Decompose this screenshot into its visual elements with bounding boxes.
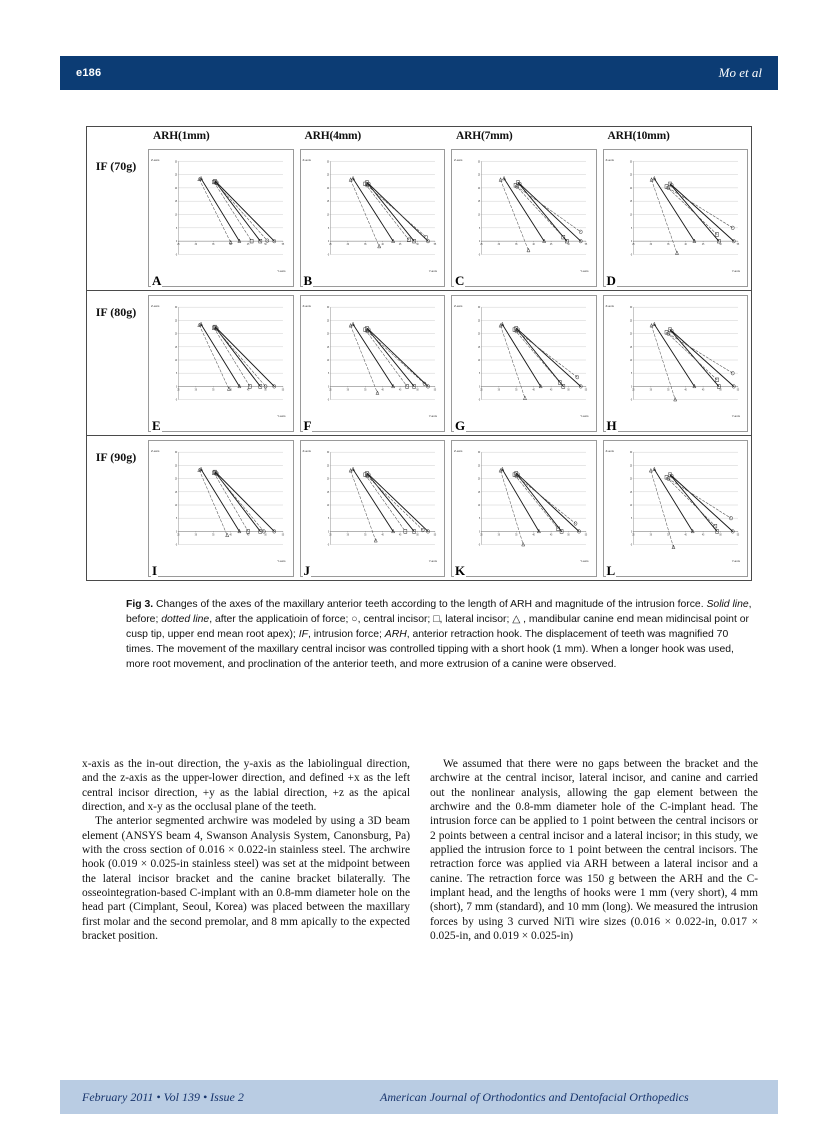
panel-letter-l: L [606,563,616,578]
page-footer-band [60,1080,778,1114]
svg-text:45: 45 [549,389,553,392]
svg-text:30: 30 [497,389,501,392]
svg-text:-5: -5 [629,399,632,402]
svg-text:10: 10 [629,504,632,508]
svg-text:30: 30 [174,452,178,455]
svg-text:25: 25 [174,320,178,323]
svg-text:40: 40 [381,244,384,247]
figure-caption [126,597,754,672]
plot-area-d [624,157,742,270]
body-column-left [82,757,410,943]
z-axis-label-j: Z-axis [302,449,311,453]
svg-text:20: 20 [477,478,481,481]
svg-text:-5: -5 [326,254,329,257]
svg-text:55: 55 [584,244,588,247]
svg-text:50: 50 [567,389,570,392]
plot-area-g [472,303,590,415]
svg-text:30: 30 [629,161,632,164]
plot-area-j [321,448,439,560]
svg-text:55: 55 [281,244,285,247]
svg-text:30: 30 [477,452,481,455]
plot-area-k [472,448,590,560]
figure-cell-d [600,145,752,290]
svg-text:45: 45 [549,244,553,247]
svg-text:30: 30 [629,307,632,310]
svg-text:45: 45 [246,534,250,537]
caption-em-if: IF [298,629,308,641]
svg-text:10: 10 [174,214,178,217]
page-header-band [60,56,778,90]
row-header-if-70g: IF (70g) [95,159,137,173]
svg-text:50: 50 [264,389,267,392]
svg-text:10: 10 [477,214,481,217]
svg-text:25: 25 [631,534,635,537]
svg-text:0: 0 [176,531,178,534]
figure-cell-k [448,435,600,580]
svg-text:45: 45 [398,389,401,392]
panel-letter-g: G [455,418,466,433]
svg-text:45: 45 [549,534,553,537]
svg-text:20: 20 [174,187,178,191]
svg-text:30: 30 [194,389,198,392]
svg-text:30: 30 [497,534,501,537]
svg-text:25: 25 [631,389,635,392]
caption-text-3: , after the applicatioin of force; ○, central incisor; □, lateral incisor; △ , mandibular canine end mean midincisal point or cusp tip, upper end mean root apex); [126,614,749,641]
svg-text:55: 55 [736,534,739,537]
svg-text:25: 25 [477,465,481,468]
y-axis-label-b: Y-axis [428,268,437,273]
svg-text:-5: -5 [175,544,178,547]
panel-letter-e: E [152,418,161,433]
svg-text:40: 40 [532,389,535,392]
svg-text:35: 35 [666,389,669,392]
svg-text:15: 15 [174,491,178,494]
svg-text:25: 25 [177,534,180,537]
svg-text:5: 5 [176,373,178,376]
svg-text:15: 15 [174,201,178,204]
svg-text:30: 30 [174,307,178,310]
svg-text:25: 25 [328,389,332,392]
panel-letter-c: C [455,273,465,288]
svg-text:25: 25 [629,465,632,468]
svg-text:30: 30 [346,244,349,247]
svg-text:-5: -5 [478,399,481,402]
plot-area-a [169,157,287,270]
y-axis-label-a: Y-axis [277,268,286,273]
z-axis-label-i: Z-axis [151,449,160,453]
svg-text:20: 20 [477,187,481,191]
svg-text:45: 45 [701,534,704,537]
chart-panel-d [603,149,749,287]
svg-text:40: 40 [229,244,232,247]
svg-text:40: 40 [532,534,535,537]
z-axis-label-b: Z-axis [302,158,311,162]
panel-letter-k: K [455,563,466,578]
caption-text-5: , anterior retraction hook. The displacement of teeth was magnified 70 times. The movement of the maxillary central incisor was controlled tipping with a short hook (1 mm). When a longer hook was used, more root movement, and proclination of the anterior teeth, and more extrusion of a canine were observed. [126,629,734,671]
svg-text:35: 35 [212,389,215,392]
svg-text:10: 10 [174,359,178,363]
left-paragraph-2: The anterior segmented archwire was modeled by using a 3D beam element (ANSYS beam 4, Swanson Analysis System, Canonsburg, Pa) with the cross section of 0.016 × 0.022-in stainless steel. The archwire hook (0.019 × 0.025-in stainless steel) was set at the midpoint between the lateral incisor bracket and the canine bracket bilaterally. The osseointegration-based C-implant with an 0.8-mm diameter hole on the head part (Cimplant, Seoul, Korea) was placed between the maxillary first molar and the second premolar, and 8 mm apically to the expected bracket position. [82,815,410,943]
chart-panel-h [603,295,749,432]
svg-text:5: 5 [630,227,632,230]
svg-text:35: 35 [363,244,366,247]
figure-cell-f [297,290,449,435]
svg-text:40: 40 [684,389,687,392]
svg-text:15: 15 [326,491,329,494]
grid-corner-spacer [87,127,145,145]
svg-text:20: 20 [629,187,632,191]
row-header-if-80g: IF (80g) [87,290,145,435]
svg-text:30: 30 [326,307,329,310]
svg-text:25: 25 [177,244,180,247]
svg-text:55: 55 [281,389,285,392]
svg-text:5: 5 [327,227,329,230]
y-axis-label-d: Y-axis [731,268,740,273]
plot-area-e [169,303,287,415]
svg-text:30: 30 [326,452,329,455]
svg-text:45: 45 [246,244,250,247]
svg-text:30: 30 [346,389,349,392]
svg-text:45: 45 [701,389,704,392]
svg-text:10: 10 [629,214,632,217]
panel-letter-f: F [303,418,312,433]
chart-panel-c [451,149,597,287]
panel-letter-d: D [606,273,616,288]
svg-text:0: 0 [630,531,632,534]
svg-text:25: 25 [631,244,635,247]
svg-text:20: 20 [326,187,329,191]
y-axis-label-c: Y-axis [580,268,589,273]
svg-text:30: 30 [649,244,652,247]
svg-text:30: 30 [477,161,481,164]
panel-letter-i: I [152,563,158,578]
svg-text:10: 10 [326,359,329,363]
svg-text:25: 25 [328,534,332,537]
svg-text:20: 20 [477,333,481,336]
y-axis-label-f: Y-axis [428,413,437,418]
svg-text:50: 50 [718,244,722,247]
svg-text:20: 20 [629,478,632,481]
svg-text:-5: -5 [175,254,178,257]
svg-text:-5: -5 [629,544,632,547]
svg-text:40: 40 [229,389,232,392]
caption-em-dotted-line: dotted line [161,614,210,626]
svg-text:25: 25 [477,174,481,177]
svg-text:25: 25 [480,244,483,247]
plot-area-h [624,303,742,415]
svg-text:15: 15 [629,346,632,349]
chart-panel-f [300,295,446,432]
svg-text:0: 0 [176,386,178,389]
svg-text:30: 30 [649,534,652,537]
chart-panel-l [603,440,749,577]
z-axis-label-e: Z-axis [151,304,160,308]
page-number: e186 [76,67,102,79]
figure-cell-g [448,290,600,435]
panel-letter-h: H [606,418,617,433]
svg-text:5: 5 [479,518,481,521]
chart-panel-g [451,295,597,432]
svg-text:40: 40 [684,244,687,247]
caption-em-arh: ARH [384,629,407,641]
svg-text:50: 50 [415,534,419,537]
svg-text:15: 15 [326,346,329,349]
svg-text:35: 35 [363,389,366,392]
svg-text:-5: -5 [629,254,632,257]
figure-cell-e [145,290,297,435]
svg-text:15: 15 [174,346,178,349]
svg-text:50: 50 [567,534,570,537]
svg-text:50: 50 [415,244,419,247]
column-header-arh-7mm: ARH(7mm) [456,130,513,142]
svg-text:40: 40 [532,244,535,247]
svg-text:35: 35 [515,534,518,537]
svg-text:35: 35 [666,534,669,537]
svg-text:5: 5 [327,518,329,521]
svg-text:25: 25 [174,465,178,468]
svg-text:10: 10 [326,504,329,508]
svg-text:10: 10 [477,504,481,508]
svg-text:0: 0 [176,241,178,244]
svg-text:15: 15 [629,201,632,204]
svg-text:40: 40 [381,534,384,537]
svg-text:35: 35 [515,389,518,392]
z-axis-label-h: Z-axis [605,304,614,308]
y-axis-label-e: Y-axis [277,413,286,418]
svg-text:0: 0 [479,241,481,244]
column-header-arh-4mm: ARH(4mm) [304,130,362,142]
svg-text:45: 45 [398,534,401,537]
svg-text:55: 55 [584,534,588,537]
svg-text:25: 25 [629,174,632,177]
plot-area-f [321,303,439,415]
svg-text:55: 55 [736,389,739,392]
body-column-right [430,757,758,943]
y-axis-label-g: Y-axis [580,413,589,418]
svg-text:40: 40 [229,534,232,537]
running-head-authors: Mo et al [718,65,762,80]
figure-cell-a [145,145,297,290]
svg-text:10: 10 [174,504,178,508]
body-text-columns [82,757,758,1037]
svg-text:25: 25 [326,174,329,177]
svg-text:50: 50 [567,244,570,247]
svg-text:30: 30 [194,244,198,247]
svg-text:5: 5 [327,373,329,376]
z-axis-label-l: Z-axis [605,449,614,453]
svg-text:30: 30 [326,161,329,164]
svg-text:-5: -5 [326,544,329,547]
row-header-if-90g: IF (90g) [87,435,145,580]
z-axis-label-c: Z-axis [454,158,463,162]
svg-text:-5: -5 [326,399,329,402]
figure-cell-j [297,435,449,580]
y-axis-label-l: Y-axis [731,558,740,563]
svg-text:20: 20 [629,333,632,336]
caption-text-2: , before; [126,599,752,626]
y-axis-label-j: Y-axis [428,558,437,563]
svg-text:-5: -5 [175,399,178,402]
figure-cell-h [600,290,752,435]
svg-text:55: 55 [433,244,436,247]
svg-text:0: 0 [630,386,632,389]
svg-text:0: 0 [327,386,329,389]
z-axis-label-d: Z-axis [605,158,614,162]
plot-area-i [169,448,287,560]
plot-area-l [624,448,742,560]
svg-text:30: 30 [629,452,632,455]
svg-text:35: 35 [212,534,215,537]
svg-text:-5: -5 [478,254,481,257]
caption-em-solid-line: Solid line [706,599,749,610]
svg-text:35: 35 [212,244,215,247]
svg-text:5: 5 [176,227,178,230]
svg-text:5: 5 [630,518,632,521]
svg-text:25: 25 [629,320,632,323]
svg-text:10: 10 [477,359,481,363]
svg-text:15: 15 [477,201,481,204]
svg-text:0: 0 [479,386,481,389]
svg-text:25: 25 [477,320,481,323]
svg-text:55: 55 [281,534,285,537]
z-axis-label-f: Z-axis [302,304,311,308]
svg-text:45: 45 [398,244,401,247]
svg-text:0: 0 [630,241,632,244]
left-paragraph-1: x-axis as the in-out direction, the y-axis as the labiolingual direction, and the z-axis as the upper-lower direction, and defined +x as the left central incisor direction, +y as the labial direction, +z as the apical direction, and x-y as the occlusal plane of the teeth. [82,758,410,814]
y-axis-label-i: Y-axis [277,558,286,563]
svg-text:20: 20 [174,478,178,481]
panel-letter-a: A [152,273,162,288]
z-axis-label-g: Z-axis [454,304,463,308]
svg-text:45: 45 [246,389,250,392]
column-header-arh-10mm: ARH(10mm) [607,130,670,142]
svg-text:10: 10 [326,214,329,217]
svg-text:25: 25 [326,465,329,468]
svg-text:35: 35 [666,244,669,247]
figure-cell-b [297,145,449,290]
chart-panel-e [148,295,294,432]
svg-text:-5: -5 [478,544,481,547]
svg-text:30: 30 [194,534,198,537]
chart-panel-b [300,149,446,287]
svg-text:40: 40 [684,534,687,537]
svg-text:40: 40 [381,389,384,392]
svg-text:25: 25 [480,534,483,537]
svg-text:15: 15 [326,201,329,204]
svg-text:35: 35 [515,244,518,247]
z-axis-label-a: Z-axis [151,158,160,162]
svg-text:50: 50 [264,534,267,537]
svg-text:15: 15 [477,491,481,494]
chart-panel-k [451,440,597,577]
svg-text:25: 25 [326,320,329,323]
svg-text:30: 30 [649,389,652,392]
caption-text-1: Changes of the axes of the maxillary anterior teeth according to the length of ARH and magnitude of the intrusion force. [153,599,707,610]
svg-text:5: 5 [630,373,632,376]
svg-text:20: 20 [326,333,329,336]
svg-text:55: 55 [736,244,739,247]
svg-text:45: 45 [701,244,704,247]
svg-text:30: 30 [346,534,349,537]
chart-panel-a [148,149,294,287]
svg-text:0: 0 [327,531,329,534]
svg-text:55: 55 [433,534,436,537]
svg-text:50: 50 [264,244,267,247]
svg-text:0: 0 [327,241,329,244]
plot-area-c [472,157,590,270]
panel-letter-j: J [303,563,310,578]
svg-text:25: 25 [174,174,178,177]
svg-text:25: 25 [328,244,332,247]
figure-cell-c [448,145,600,290]
z-axis-label-k: Z-axis [454,449,463,453]
chart-panel-j [300,440,446,577]
svg-text:50: 50 [415,389,419,392]
figure-cell-i [145,435,297,580]
svg-text:0: 0 [479,531,481,534]
svg-text:30: 30 [174,161,178,164]
svg-text:20: 20 [174,333,178,336]
svg-text:15: 15 [477,346,481,349]
y-axis-label-h: Y-axis [731,413,740,418]
svg-text:35: 35 [363,534,366,537]
svg-text:50: 50 [718,534,722,537]
svg-text:30: 30 [497,244,501,247]
svg-text:30: 30 [477,307,481,310]
figure-grid [87,127,751,580]
svg-text:25: 25 [480,389,483,392]
chart-panel-i [148,440,294,577]
right-paragraph-1: We assumed that there were no gaps between the bracket and the archwire at the central incisor, lateral incisor, and canine and carried out the nonlinear analysis, allowing the gap element between the archwire and the 0.8-mm diameter hole of the C-implant head. The intrusion force can be applied to 1 point between the central incisors or 2 points between a central incisor and a lateral incisor; in this study, we applied the intrusion force to 1 point between the central incisors. The retraction force was applied via ARH between a lateral incisor and a canine. The retraction force was 150 g between the ARH and the C-implant head, and the lengths of hooks were 1 mm (very short), 4 mm (short), 7 mm (standard), and 10 mm (long). We measured the intrusion forces by using 3 curved NiTi wire sizes (0.016 × 0.022-in, 0.017 × 0.025-in, and 0.019 × 0.025-in) [430,758,758,943]
svg-text:50: 50 [718,389,722,392]
figure-cell-l [600,435,752,580]
svg-text:55: 55 [584,389,588,392]
svg-text:10: 10 [629,359,632,363]
footer-journal-title: American Journal of Orthodontics and Dentofacial Orthopedics [380,1089,689,1104]
column-header-arh-1mm: ARH(1mm) [153,130,210,142]
svg-text:5: 5 [479,227,481,230]
svg-text:5: 5 [176,518,178,521]
panel-letter-b: B [303,273,313,288]
svg-text:25: 25 [177,389,180,392]
footer-issue-info: February 2011 • Vol 139 • Issue 2 [82,1089,244,1104]
plot-area-b [321,157,439,270]
y-axis-label-k: Y-axis [580,558,589,563]
svg-text:15: 15 [629,491,632,494]
caption-label: Fig 3. [126,599,154,610]
svg-text:5: 5 [479,373,481,376]
svg-text:55: 55 [433,389,436,392]
caption-text-4: , intrusion force; [307,629,385,641]
svg-text:20: 20 [326,478,329,481]
figure-3-panel-grid [86,126,752,581]
